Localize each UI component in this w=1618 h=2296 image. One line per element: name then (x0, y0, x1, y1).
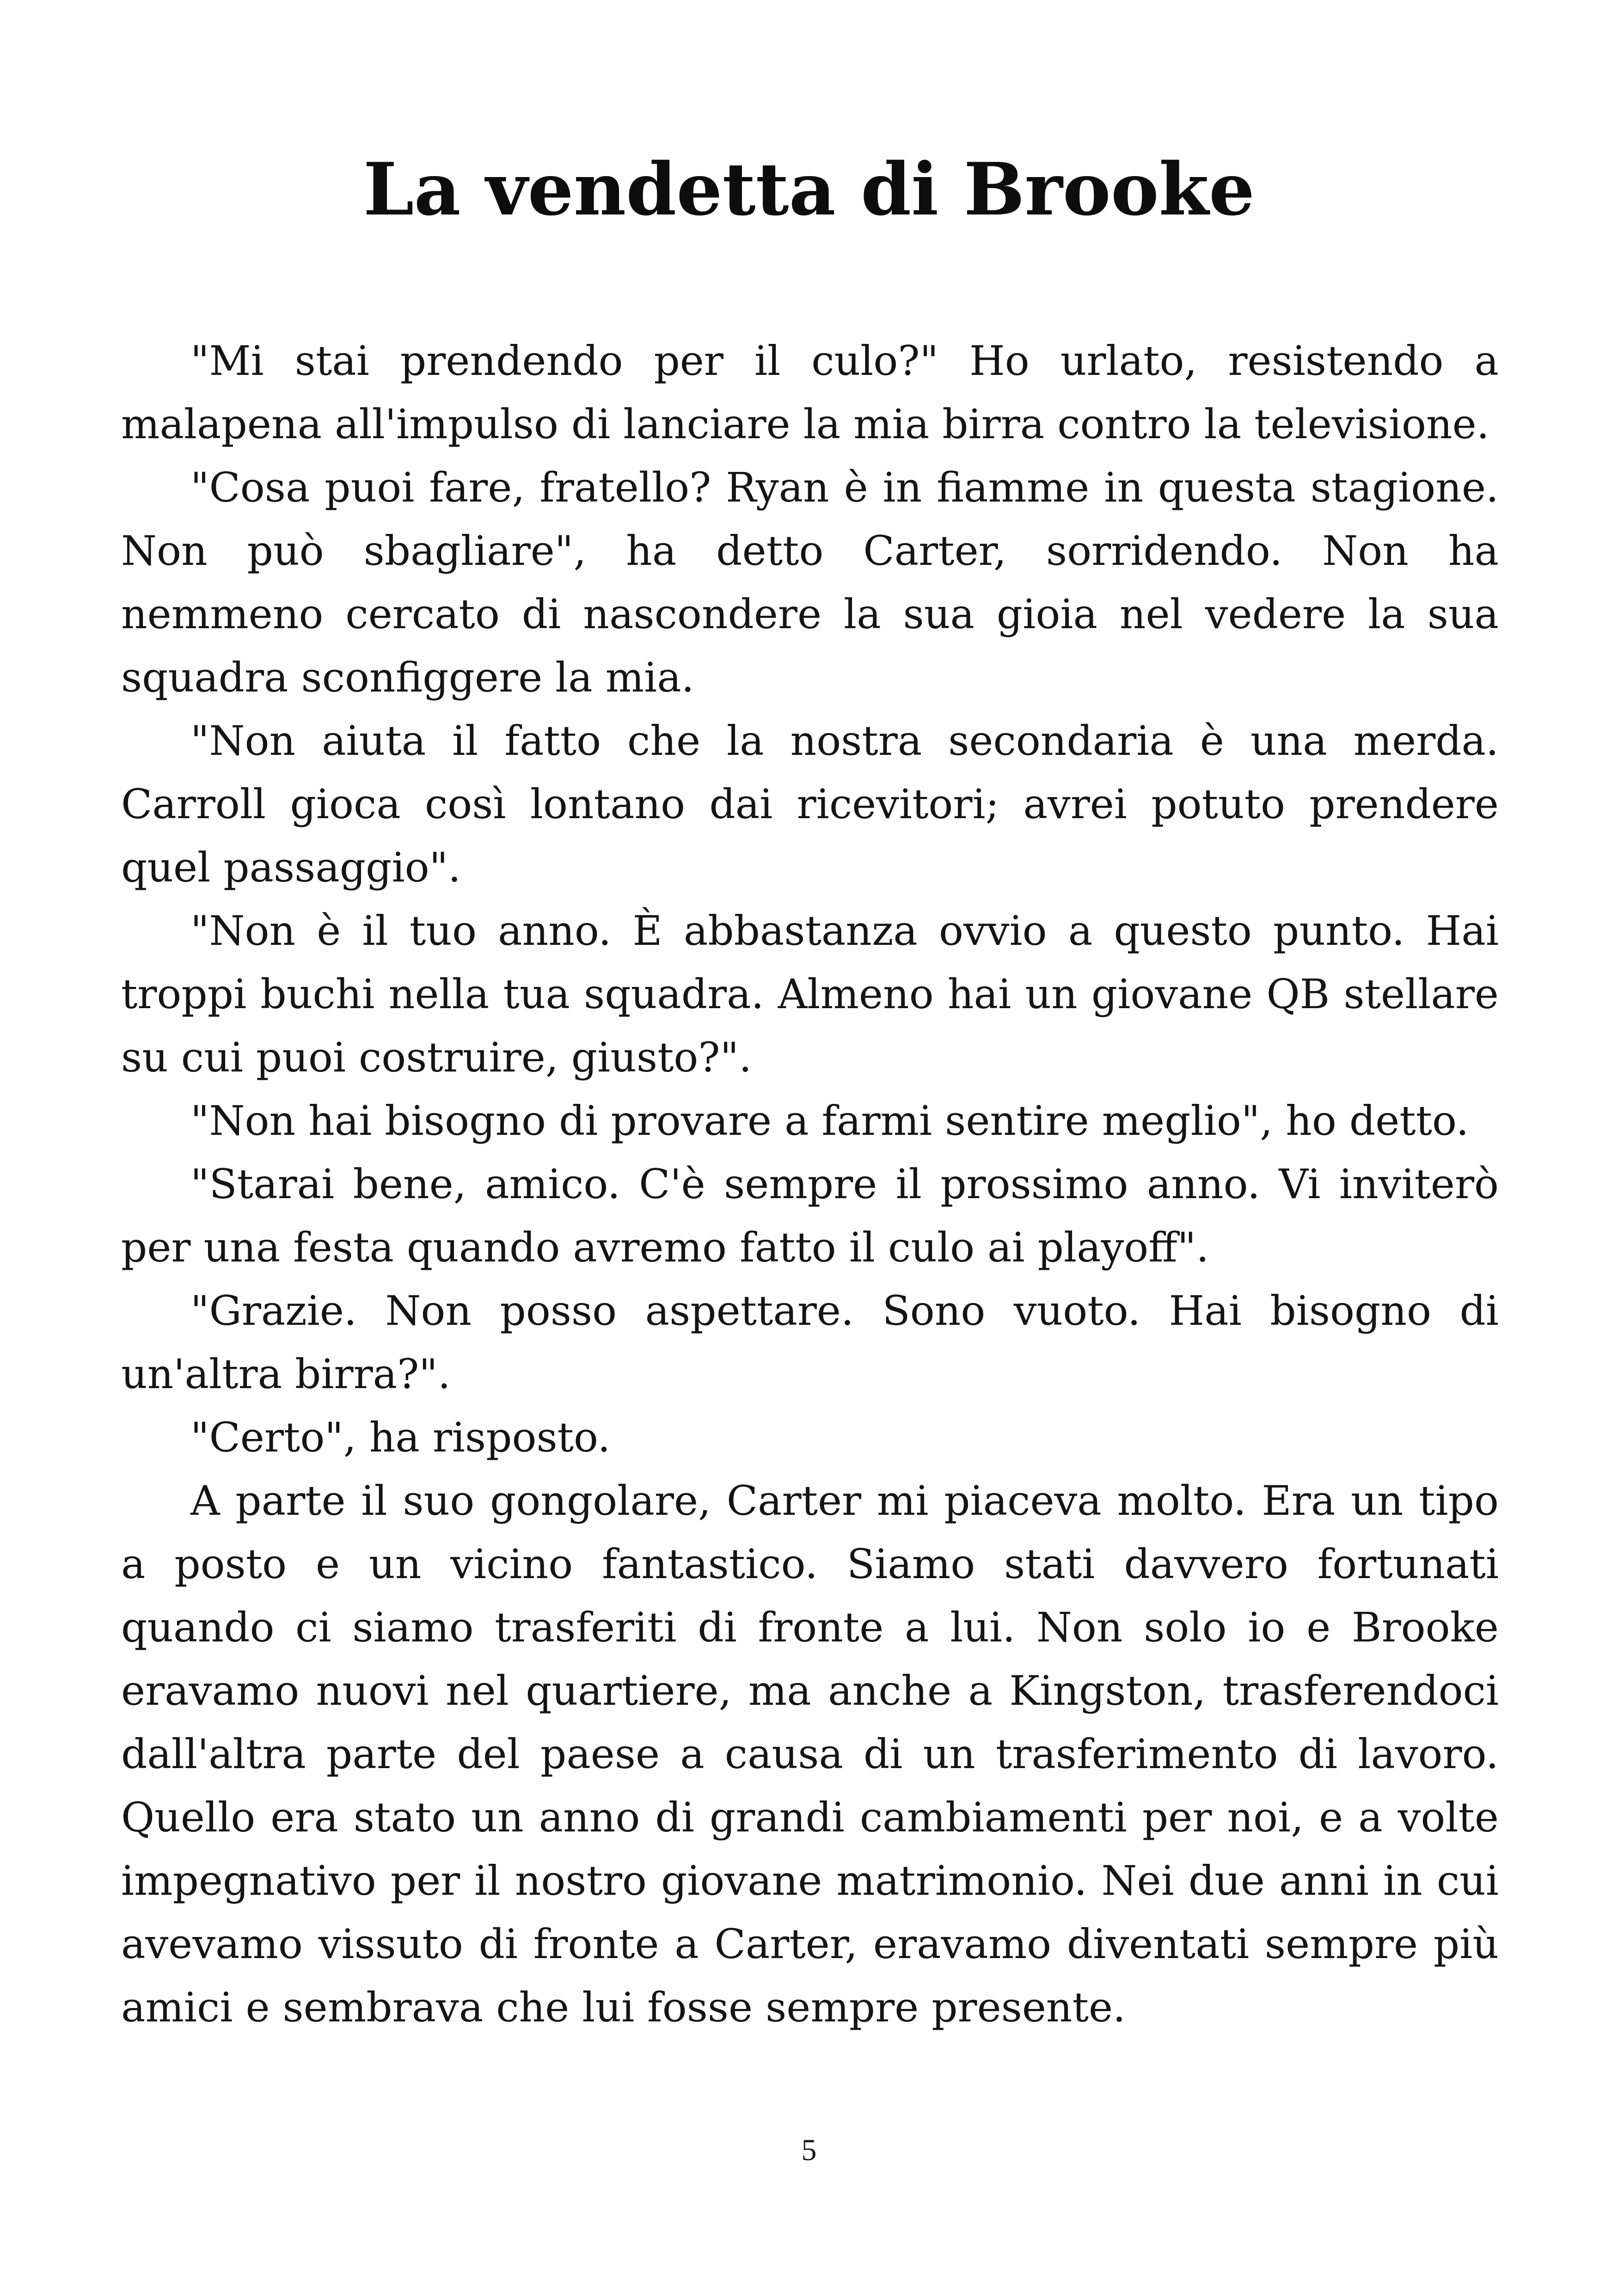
paragraph: "Non è il tuo anno. È abbastanza ovvio a questo punto. Hai troppi buchi nella tua squadra. Almeno hai un giovane QB stellare su cui puoi costruire, giusto?". (121, 907, 1499, 1081)
paragraph: "Grazie. Non posso aspettare. Sono vuoto. Hai bisogno di un'altra birra?". (121, 1287, 1499, 1398)
chapter-title: La vendetta di Brooke (363, 147, 1255, 232)
paragraph: "Non aiuta il fatto che la nostra secondaria è una merda. Carroll gioca così lontano dai ricevitori; avrei potuto prendere quel passaggio". (121, 717, 1499, 891)
paragraph: "Certo", ha risposto. (190, 1414, 611, 1461)
paragraph: A parte il suo gongolare, Carter mi piaceva molto. Era un tipo a posto e un vicino fantastico. Siamo stati davvero fortunati quando ci siamo trasferiti di fronte a lui. Non solo io e Brooke eravamo nuovi nel quartiere, ma anche a Kingston, trasferendoci dall'altra parte del paese a causa di un trasferimento di lavoro. Quello era stato un anno di grandi cambiamenti per noi, e a volte impegnativo per il nostro giovane matrimonio. Nei due anni in cui avevamo vissuto di fronte a Carter, eravamo diventati sempre più amici e sembrava che lui fosse sempre presente. (121, 1477, 1499, 2031)
paragraph: "Cosa puoi fare, fratello? Ryan è in fiamme in questa stagione. Non può sbagliare", ha detto Carter, sorridendo. Non ha nemmeno cercato di nascondere la sua gioia nel vedere la sua squadra sconfiggere la mia. (121, 464, 1499, 701)
paragraph: "Non hai bisogno di provare a farmi sentire meglio", ho detto. (190, 1097, 1469, 1145)
paragraph: "Starai bene, amico. C'è sempre il prossimo anno. Vi inviterò per una festa quando avremo fatto il culo ai playoff". (121, 1160, 1499, 1271)
page-number: 5 (801, 2133, 817, 2167)
chapter-body (121, 329, 1499, 2039)
paragraph: "Mi stai prendendo per il culo?" Ho urlato, resistendo a malapena all'impulso di lanciare la mia birra contro la televisione. (121, 337, 1499, 448)
